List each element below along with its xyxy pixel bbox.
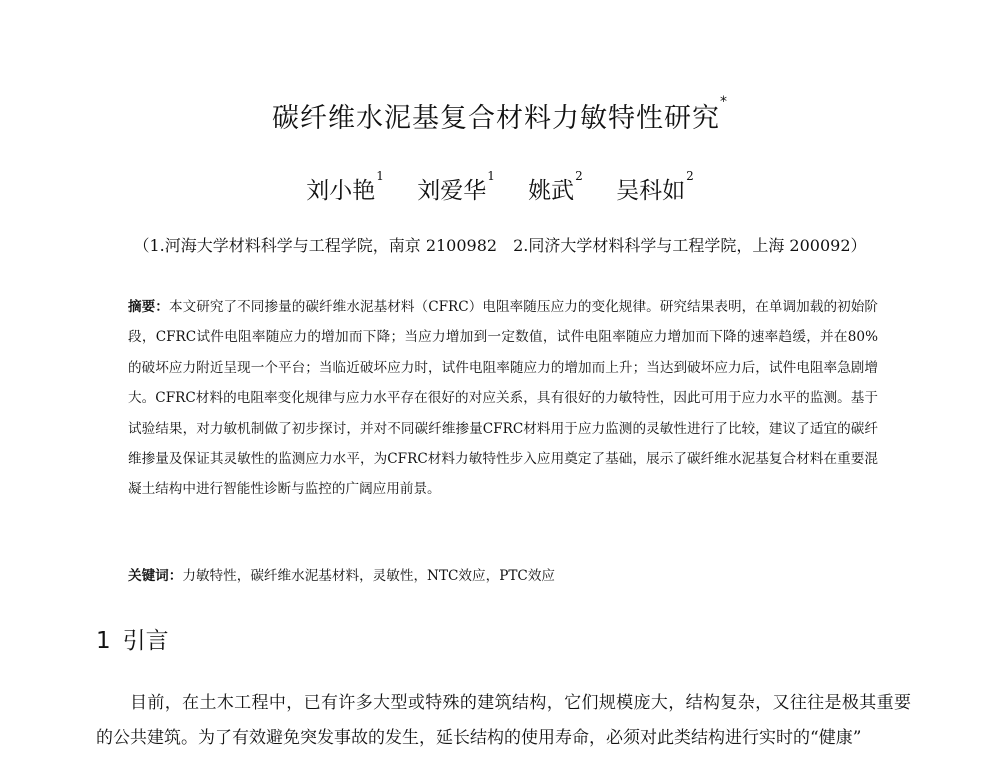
author [616,169,694,205]
author-name: 姚武 [528,178,575,204]
keywords-label: 关键词： [128,568,183,584]
author-name: 吴科如 [616,178,686,204]
abstract-label: 摘要： [128,299,169,315]
author [528,169,583,205]
keywords [128,564,878,588]
abstract [128,292,878,505]
author [417,169,495,205]
author-affiliation-mark: 2 [686,169,694,183]
paper-title [0,96,1000,135]
keywords-text: 力敏特性，碳纤维水泥基材料，灵敏性，NTC效应，PTC效应 [182,568,556,584]
author [306,169,384,205]
author-name: 刘爱华 [417,178,487,204]
section-title: 引言 [122,628,169,654]
author-name: 刘小艳 [306,178,376,204]
author-affiliation-mark: 2 [575,169,583,183]
author-affiliation-mark: 1 [376,169,384,183]
body-paragraph: 目前，在土木工程中，已有许多大型或特殊的建筑结构，它们规模庞大，结构复杂，又往往是极其重要的公共建筑。为了有效避免突发事故的发生，延长结构的使用寿命，必须对此类结构进行实时的“健康” [96,693,911,748]
affiliation: （1.河海大学材料科学与工程学院，南京 2100982 2.同济大学材料科学与工程学院，上海 200092） [133,236,867,255]
paper-title-text: 碳纤维水泥基复合材料力敏特性研究 [272,103,720,134]
author-affiliation-mark: 1 [487,169,495,183]
section-number: 1 [96,628,111,654]
abstract-text: 本文研究了不同掺量的碳纤维水泥基材料（CFRC）电阻率随压应力的变化规律。研究结果表明，在单调加载的初始阶段，CFRC试件电阻率随应力的增加而下降；当应力增加到一定数值，试件电阻率随应力增加而下降的速率趋缓，并在80%的破坏应力附近呈现一个平台；当临近破坏应力时，试件电阻率随应力的增加而上升；当达到破坏应力后，试件电阻率急剧增大。CFRC材料的电阻率变化规律与应力水平存在很好的对应关系，具有很好的力敏特性，因此可用于应力水平的监测。基于试验结果，对力敏机制做了初步探讨，并对不同碳纤维掺量CFRC材料用于应力监测的灵敏性进行了比较，建议了适宜的碳纤维掺量及保证其灵敏性的监测应力水平，为CFRC材料力敏特性步入应用奠定了基础，展示了碳纤维水泥基复合材料在重要混凝土结构中进行智能性诊断与监控的广阔应用前景。 [128,299,878,498]
title-footnote-mark: * [720,94,728,110]
author-list [0,169,1000,205]
section-heading [96,622,169,655]
